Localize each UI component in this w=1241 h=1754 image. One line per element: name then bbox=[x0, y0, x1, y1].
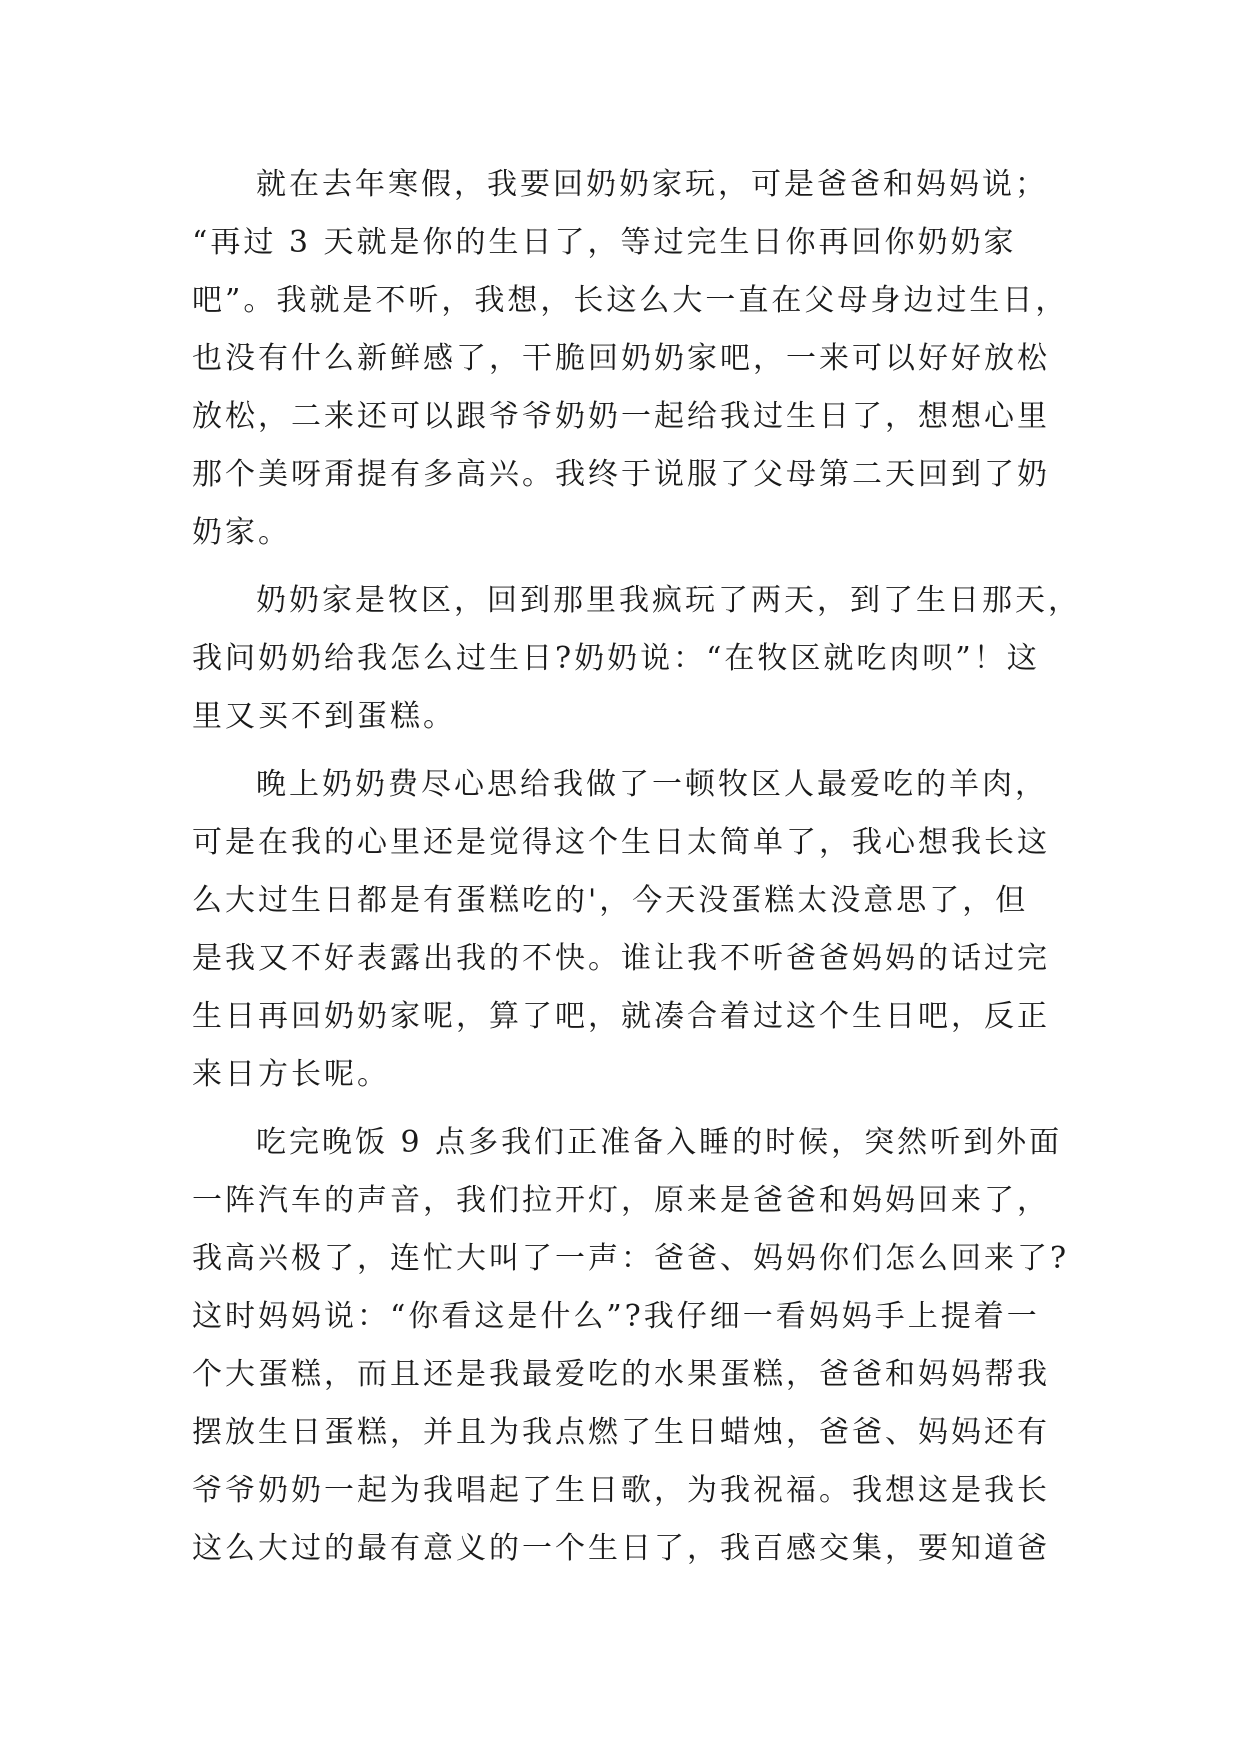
paragraph-line: 那个美呀甭提有多高兴。我终于说服了父母第二天回到了奶 bbox=[192, 457, 1050, 492]
paragraph-line: 吧”。我就是不听，我想，长这么大一直在父母身边过生日， bbox=[192, 283, 1069, 318]
paragraph-line: 这时妈妈说：“你看这是什么”?我仔细一看妈妈手上提着一 bbox=[192, 1299, 1040, 1334]
paragraph-2 bbox=[192, 572, 1081, 746]
paragraph-line: 里又买不到蛋糕。 bbox=[192, 699, 456, 734]
paragraph-line: 摆放生日蛋糕，并且为我点燃了生日蜡烛，爸爸、妈妈还有 bbox=[192, 1415, 1050, 1450]
paragraph-line: 放松，二来还可以跟爷爷奶奶一起给我过生日了，想想心里 bbox=[192, 399, 1050, 434]
paragraph-line: 生日再回奶奶家呢，算了吧，就凑合着过这个生日吧，反正 bbox=[192, 999, 1050, 1034]
paragraph-line: 个大蛋糕，而且还是我最爱吃的水果蛋糕，爸爸和妈妈帮我 bbox=[192, 1357, 1050, 1392]
paragraph-line: 是我又不好表露出我的不快。谁让我不听爸爸妈妈的话过完 bbox=[192, 941, 1050, 976]
paragraph-line: 可是在我的心里还是觉得这个生日太简单了，我心想我长这 bbox=[192, 825, 1050, 860]
paragraph-4 bbox=[192, 1114, 1070, 1578]
paragraph-line: “再过 3 天就是你的生日了，等过完生日你再回你奶奶家 bbox=[192, 225, 1017, 260]
paragraph-3 bbox=[192, 756, 1052, 1104]
paragraph-line: 爷爷奶奶一起为我唱起了生日歌，为我祝福。我想这是我长 bbox=[192, 1473, 1050, 1508]
paragraph-line: 来日方长呢。 bbox=[192, 1057, 390, 1092]
paragraph-line: 我问奶奶给我怎么过生日?奶奶说：“在牧区就吃肉呗”！这 bbox=[192, 641, 1040, 676]
paragraph-line: 么大过生日都是有蛋糕吃的'，今天没蛋糕太没意思了，但 bbox=[192, 883, 1029, 918]
paragraph-line: 也没有什么新鲜感了，干脆回奶奶家吧，一来可以好好放松 bbox=[192, 341, 1050, 376]
paragraph-line: 就在去年寒假，我要回奶奶家玩，可是爸爸和妈妈说； bbox=[256, 167, 1048, 202]
paragraph-line: 奶家。 bbox=[192, 515, 291, 550]
paragraph-line: 吃完晚饭 9 点多我们正准备入睡的时候，突然听到外面 bbox=[256, 1125, 1063, 1160]
paragraph-line: 一阵汽车的声音，我们拉开灯，原来是爸爸和妈妈回来了， bbox=[192, 1183, 1050, 1218]
paragraph-line: 奶奶家是牧区，回到那里我疯玩了两天，到了生日那天， bbox=[256, 583, 1081, 618]
paragraph-line: 晚上奶奶费尽心思给我做了一顿牧区人最爱吃的羊肉， bbox=[256, 767, 1048, 802]
body-text bbox=[192, 156, 1081, 1578]
paragraph-line: 这么大过的最有意义的一个生日了，我百感交集，要知道爸 bbox=[192, 1531, 1050, 1566]
paragraph-line: 我高兴极了，连忙大叫了一声：爸爸、妈妈你们怎么回来了? bbox=[192, 1241, 1070, 1276]
paragraph-1 bbox=[192, 156, 1069, 562]
